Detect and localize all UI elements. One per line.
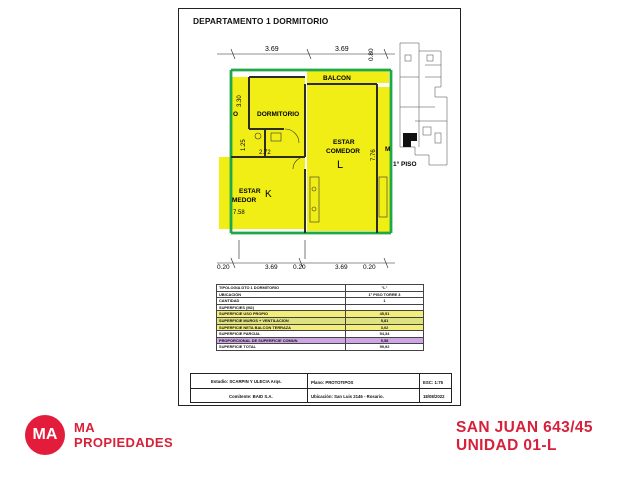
surface-table-value	[346, 304, 424, 311]
brand-logo: MA	[25, 415, 65, 455]
dim-776: 7.76	[371, 149, 377, 161]
label-estar-k: ESTAR	[239, 188, 261, 195]
unit-address	[456, 419, 593, 455]
dim-bottom-1: 0.20	[217, 264, 230, 271]
label-balcon: BALCON	[323, 75, 351, 82]
dim-bottom-2: 3.69	[265, 264, 278, 271]
title-block-ubicacion: Ubicación: San Luis 2146 - Rosario.	[311, 394, 384, 399]
surface-table-label: SUPERFICIE NETA BALCON TERRAZA	[217, 324, 346, 331]
key-plan-unit-highlight	[403, 133, 417, 147]
surface-table-label: SUPERFICIES (M2)	[217, 304, 346, 311]
title-block-plano: Plano: PROTOTIPOS	[311, 380, 354, 385]
dim-bottom-4: 3.69	[335, 264, 348, 271]
surface-table-value: 54,34	[346, 331, 424, 338]
floor-label: 1° PISO	[393, 161, 417, 168]
surface-table-row	[217, 331, 424, 338]
dim-272: 2.72	[259, 150, 271, 156]
label-comedor-k: MEDOR	[232, 197, 257, 204]
surface-table-value: 3,02	[346, 324, 424, 331]
floor-plan-svg	[179, 37, 462, 277]
sheet-title: DEPARTAMENTO 1 DORMITORIO	[193, 16, 329, 26]
surface-table	[216, 284, 424, 351]
title-block	[190, 373, 452, 403]
label-partial-o: O	[233, 111, 239, 118]
unit-address-line2: UNIDAD 01-L	[456, 437, 557, 454]
surface-table-label: CANTIDAD	[217, 298, 346, 305]
surface-table-value: "L"	[346, 285, 424, 292]
surface-table-row	[217, 298, 424, 305]
label-estar-l: ESTAR	[333, 139, 355, 146]
surface-table-row	[217, 304, 424, 311]
label-comedor-l: COMEDOR	[326, 148, 360, 155]
label-partial-m: M	[385, 146, 391, 153]
title-block-comitente: Comitente: BAID S.A.	[229, 394, 273, 399]
floor-plan-sheet	[178, 8, 461, 406]
label-letter-k: K	[265, 189, 272, 200]
surface-table-label: SUPERFICIE USO PROPIO	[217, 311, 346, 318]
dim-top-1: 3.69	[265, 46, 279, 53]
surface-table-label: TIPOLOGIA DTO 1 DORMITORIO	[217, 285, 346, 292]
label-dormitorio: DORMITORIO	[257, 111, 300, 118]
dim-bottom-5: 0.20	[363, 264, 376, 271]
surface-table-row	[217, 344, 424, 351]
surface-table-value: 59,92	[346, 344, 424, 351]
dim-330: 3.30	[237, 95, 243, 107]
surface-table-row	[217, 317, 424, 324]
surface-table-row	[217, 285, 424, 292]
surface-table-value: 1° PISO TORRE 3	[346, 291, 424, 298]
floor-plan-drawing	[179, 37, 462, 277]
surface-table-label: SUPERFICIE TOTAL	[217, 344, 346, 351]
unit-address-line1: SAN JUAN 643/45	[456, 419, 593, 436]
title-block-date: 18/08/2022	[423, 394, 445, 399]
dim-bottom-3: 0.20	[293, 264, 306, 271]
dim-125: 1.25	[241, 139, 247, 151]
surface-table-value: 45,51	[346, 311, 424, 318]
title-block-scale: ESC: 1:75	[423, 380, 444, 385]
surface-table-value: 1	[346, 298, 424, 305]
dim-758: 7.58	[233, 210, 245, 216]
label-letter-l: L	[337, 159, 344, 171]
surface-table-label: PROPORCIONAL DE SUPERFICIE COMUN	[217, 337, 346, 344]
surface-table-label: SUPERFICIE MUROS + VENTILACION	[217, 317, 346, 324]
surface-table-row	[217, 311, 424, 318]
surface-table-label: SUPERFICIE PARCIAL	[217, 331, 346, 338]
surface-table-label: UBICACIÓN	[217, 291, 346, 298]
brand-name-line2: PROPIEDADES	[74, 435, 174, 450]
brand-name-line1: MA	[74, 420, 96, 435]
dim-top-2: 3.69	[335, 46, 349, 53]
surface-table-row	[217, 337, 424, 344]
surface-table-row	[217, 291, 424, 298]
surface-table-value: 5,58	[346, 337, 424, 344]
surface-table-value: 5,81	[346, 317, 424, 324]
surface-table-row	[217, 324, 424, 331]
brand-name	[74, 420, 173, 450]
title-block-estudio: Estudio: SCARPIN Y ULECIA Arqs.	[211, 379, 282, 384]
dim-top-3: 0.80	[368, 48, 375, 61]
